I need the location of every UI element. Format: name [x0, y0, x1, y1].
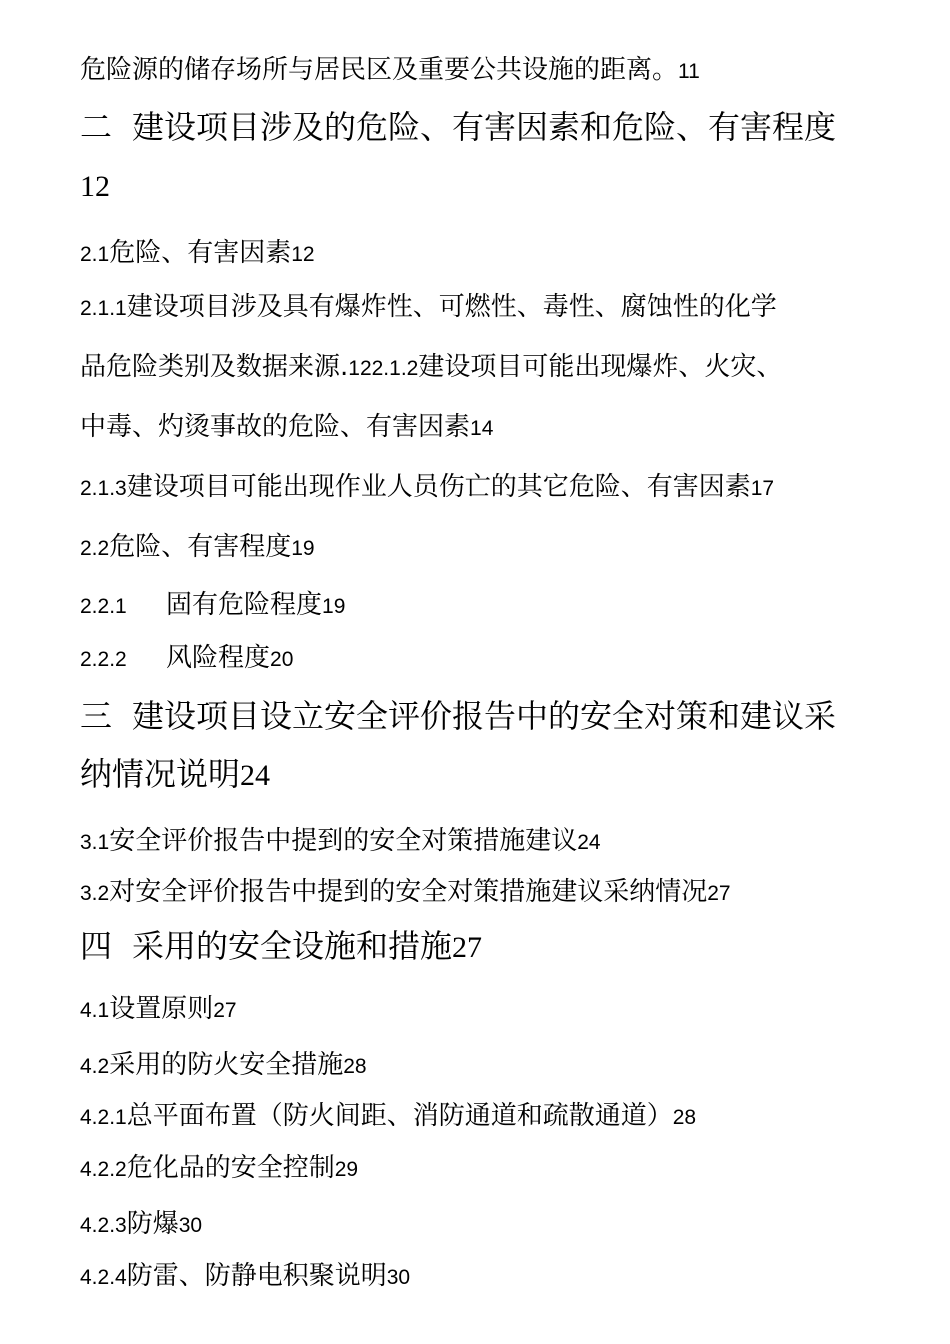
entry-page: 30 — [386, 1266, 411, 1289]
entry-page: 28 — [343, 1055, 367, 1078]
entry-page: 29 — [334, 1158, 359, 1181]
entry-title: 固有危险程度 — [166, 590, 323, 620]
section-number: 二 — [80, 108, 113, 146]
toc-entry-2-2-1[interactable] — [80, 592, 345, 618]
toc-entry-3-2[interactable] — [80, 879, 731, 905]
entry-code: 4.1 — [80, 999, 110, 1022]
entry-code: 2.2.1 — [80, 595, 127, 618]
entry-title: 设置原则 — [109, 994, 214, 1024]
entry-code: 4.2.1 — [80, 1106, 127, 1129]
entry-title: 危险、有害因素 — [109, 238, 292, 268]
entry-title: 总平面布置（防火间距、消防通道和疏散通道） — [126, 1101, 673, 1131]
toc-entry-hazard-distance[interactable] — [80, 57, 700, 83]
entry-title: 危险、有害程度 — [109, 532, 292, 562]
entry-page: 19 — [291, 537, 315, 560]
section-title: 建设项目涉及的危险、有害因素和危险、有害程度 — [132, 108, 837, 146]
entry-code: 2.1.1 — [80, 297, 127, 320]
toc-entry-2-1-1[interactable] — [80, 294, 777, 320]
entry-page: 12 — [291, 243, 315, 266]
toc-section-2-page: 12 — [80, 170, 110, 203]
section-title-line1: 建设项目设立安全评价报告中的安全对策和建议采 — [132, 697, 837, 735]
entry-code: 4.2.3 — [80, 1214, 127, 1237]
entry-title: 风险程度 — [166, 643, 271, 673]
toc-section-3-line2[interactable] — [80, 755, 271, 793]
toc-entry-4-2-3[interactable] — [80, 1211, 202, 1237]
toc-section-4[interactable] — [80, 927, 483, 965]
toc-entry-2-2[interactable] — [80, 534, 315, 560]
section-number: 三 — [80, 697, 113, 735]
entry-title: 防爆 — [126, 1209, 179, 1239]
entry-title: 对安全评价报告中提到的安全对策措施建议采纳情况 — [109, 877, 708, 907]
toc-entry-4-2-1[interactable] — [80, 1103, 696, 1129]
entry-page: 30 — [178, 1214, 203, 1237]
toc-entry-2-2-2[interactable] — [80, 645, 293, 671]
entry-code: 2.1.3 — [80, 477, 127, 500]
entry-page: 24 — [577, 831, 601, 854]
entry-code: 4.2.4 — [80, 1266, 127, 1289]
toc-entry-3-1[interactable] — [80, 828, 601, 854]
entry-page: 28 — [672, 1106, 697, 1129]
entry-code: 2.2.2 — [80, 648, 127, 671]
toc-entry-4-2-2[interactable] — [80, 1155, 358, 1181]
section-title-line2: 纳情况说明 — [80, 755, 241, 793]
entry-code: 3.2 — [80, 882, 110, 905]
entry-page: 27 — [707, 882, 731, 905]
toc-entry-4-2[interactable] — [80, 1052, 367, 1078]
entry-code: 4.2.2 — [80, 1158, 127, 1181]
toc-entry-text: 危险源的储存场所与居民区及重要公共设施的距离。 — [80, 55, 679, 85]
entry-code: 4.2 — [80, 1055, 110, 1078]
entry-title: 安全评价报告中提到的安全对策措施建议 — [109, 826, 578, 856]
section-page: 24 — [240, 759, 271, 792]
section-title: 采用的安全设施和措施 — [132, 927, 453, 965]
entry-page: 17 — [750, 477, 775, 500]
toc-entry-4-2-4[interactable] — [80, 1263, 410, 1289]
toc-entry-2-1-1-line2[interactable] — [80, 354, 782, 380]
entry-title: 危化品的安全控制 — [126, 1153, 335, 1183]
toc-section-2[interactable] — [80, 108, 837, 146]
entry-code: 2.1 — [80, 243, 110, 266]
section-page: 27 — [452, 931, 483, 964]
toc-section-3[interactable] — [80, 697, 837, 735]
entry-page: 14 — [470, 417, 494, 440]
entry-title-line2: 品危险类别及数据来源. — [80, 352, 349, 382]
toc-entry-4-1[interactable] — [80, 996, 237, 1022]
entry-title: 采用的防火安全措施 — [109, 1050, 344, 1080]
toc-entry-2-1-2-line3[interactable] — [80, 414, 493, 440]
entry-title: 防雷、防静电积聚说明 — [126, 1261, 387, 1291]
entry-title-line2-rest: 建设项目可能出现爆炸、火灾、 — [418, 352, 783, 382]
toc-entry-2-1-3[interactable] — [80, 474, 774, 500]
entry-title: 建设项目可能出现作业人员伤亡的其它危险、有害因素 — [126, 472, 751, 502]
entry-code: 3.1 — [80, 831, 110, 854]
entry-title-line1: 建设项目涉及具有爆炸性、可燃性、毒性、腐蚀性的化学 — [126, 292, 777, 322]
entry-page: 27 — [213, 999, 237, 1022]
toc-entry-2-1[interactable] — [80, 240, 315, 266]
toc-entry-page: 11 — [678, 60, 700, 83]
section-number: 四 — [80, 927, 113, 965]
entry-page: 20 — [270, 648, 294, 671]
entry-title-line3: 中毒、灼烫事故的危险、有害因素 — [80, 412, 471, 442]
entry-inline-number: 122.1.2 — [348, 357, 419, 380]
entry-code: 2.2 — [80, 537, 110, 560]
entry-page: 19 — [322, 595, 346, 618]
